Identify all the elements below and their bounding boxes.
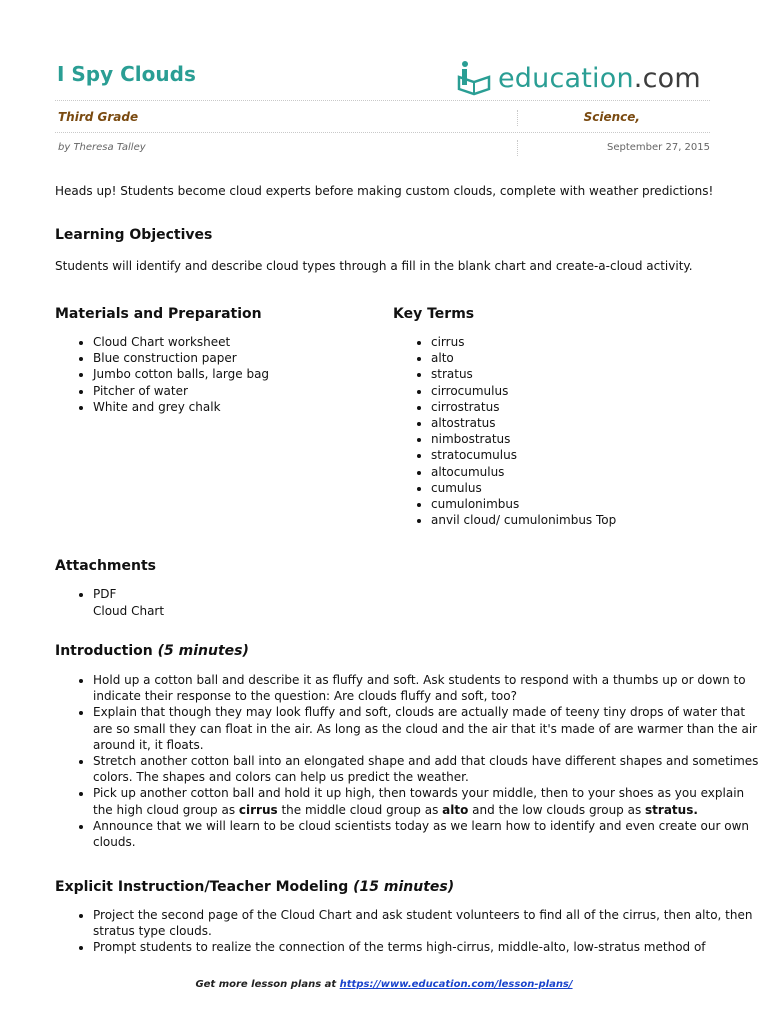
lesson-plans-link[interactable]: https://www.education.com/lesson-plans/ xyxy=(339,979,573,990)
list-item: • altostratus xyxy=(431,415,751,431)
key-terms-list xyxy=(393,334,751,528)
duration-label: (5 minutes) xyxy=(157,643,249,659)
duration-label: (15 minutes) xyxy=(353,879,455,895)
reading-person-icon xyxy=(456,59,492,97)
subject-label: Science, xyxy=(583,110,640,124)
attachments-list xyxy=(55,586,393,619)
list-item: • Explain that though they may look fluffy and soft, clouds are actually made of teeny tiny drops of water that are so small they can float in the air. As long as the cloud and the air that it's made of are warmer than the air around it, it floats. xyxy=(93,704,765,753)
author-label: by Theresa Talley xyxy=(58,142,146,153)
explicit-instruction-heading: Explicit Instruction/Teacher Modeling (15 minutes) xyxy=(55,879,455,895)
education-com-logo[interactable] xyxy=(456,58,701,98)
introduction-list xyxy=(55,672,765,850)
divider xyxy=(517,140,518,156)
list-item: • cumulus xyxy=(431,480,751,496)
list-item: • Announce that we will learn to be cloud scientists today as we learn how to identify and even create our own clouds. xyxy=(93,818,765,850)
introduction-heading: Introduction (5 minutes) xyxy=(55,643,249,659)
explicit-instruction-list xyxy=(55,907,765,956)
list-item: • cumulonimbus xyxy=(431,496,751,512)
list-item: • Blue construction paper xyxy=(93,350,393,366)
list-item: • cirrocumulus xyxy=(431,383,751,399)
list-item: • alto xyxy=(431,350,751,366)
divider xyxy=(55,100,710,101)
page-title: I Spy Clouds xyxy=(57,62,196,86)
intro-text: Heads up! Students become cloud experts before making custom clouds, complete with weather predictions! xyxy=(55,184,714,198)
list-item: • stratus xyxy=(431,366,751,382)
list-item: • Stretch another cotton ball into an elongated shape and add that clouds have different shapes and sometimes colors. The shapes and colors can help us predict the weather. xyxy=(93,753,765,785)
list-item: • cirrus xyxy=(431,334,751,350)
list-item: • Cloud Chart worksheet xyxy=(93,334,393,350)
materials-heading: Materials and Preparation xyxy=(55,306,262,322)
list-item: • Project the second page of the Cloud Chart and ask student volunteers to find all of the cirrus, then alto, then stratus type clouds. xyxy=(93,907,765,939)
key-terms-heading: Key Terms xyxy=(393,306,475,322)
date-label: September 27, 2015 xyxy=(607,142,710,153)
list-item: • Jumbo cotton balls, large bag xyxy=(93,366,393,382)
list-item: • Pick up another cotton ball and hold it up high, then towards your middle, then to your shoes as you explain the high cloud group as cirrus the middle cloud group as alto and the low clouds group as stratus. xyxy=(93,785,765,817)
list-item: • nimbostratus xyxy=(431,431,751,447)
list-item: • Hold up a cotton ball and describe it as fluffy and soft. Ask students to respond with a thumbs up or down to indicate their response to the question: Are clouds fluffy and soft, too? xyxy=(93,672,765,704)
divider xyxy=(55,132,710,133)
logo-wordmark: education.com xyxy=(498,62,701,94)
list-item: • Pitcher of water xyxy=(93,383,393,399)
list-item: • anvil cloud/ cumulonimbus Top xyxy=(431,512,751,528)
divider xyxy=(517,110,518,126)
footer xyxy=(0,979,768,990)
learning-objectives-heading: Learning Objectives xyxy=(55,227,213,243)
grade-label: Third Grade xyxy=(58,110,139,124)
learning-objectives-text: Students will identify and describe cloud types through a fill in the blank chart and create-a-cloud activity. xyxy=(55,259,693,273)
list-item: • altocumulus xyxy=(431,464,751,480)
materials-list xyxy=(55,334,393,415)
attachments-heading: Attachments xyxy=(55,558,157,574)
list-item: • Prompt students to realize the connection of the terms high-cirrus, middle-alto, low-stratus method of xyxy=(93,939,765,955)
list-item: • stratocumulus xyxy=(431,447,751,463)
attachment-link[interactable]: Cloud Chart xyxy=(93,603,165,618)
list-item: • cirrostratus xyxy=(431,399,751,415)
attachment-item[interactable] xyxy=(93,586,393,619)
attachment-type: PDF xyxy=(93,587,117,601)
footer-text: Get more lesson plans at xyxy=(195,979,340,990)
list-item: • White and grey chalk xyxy=(93,399,393,415)
